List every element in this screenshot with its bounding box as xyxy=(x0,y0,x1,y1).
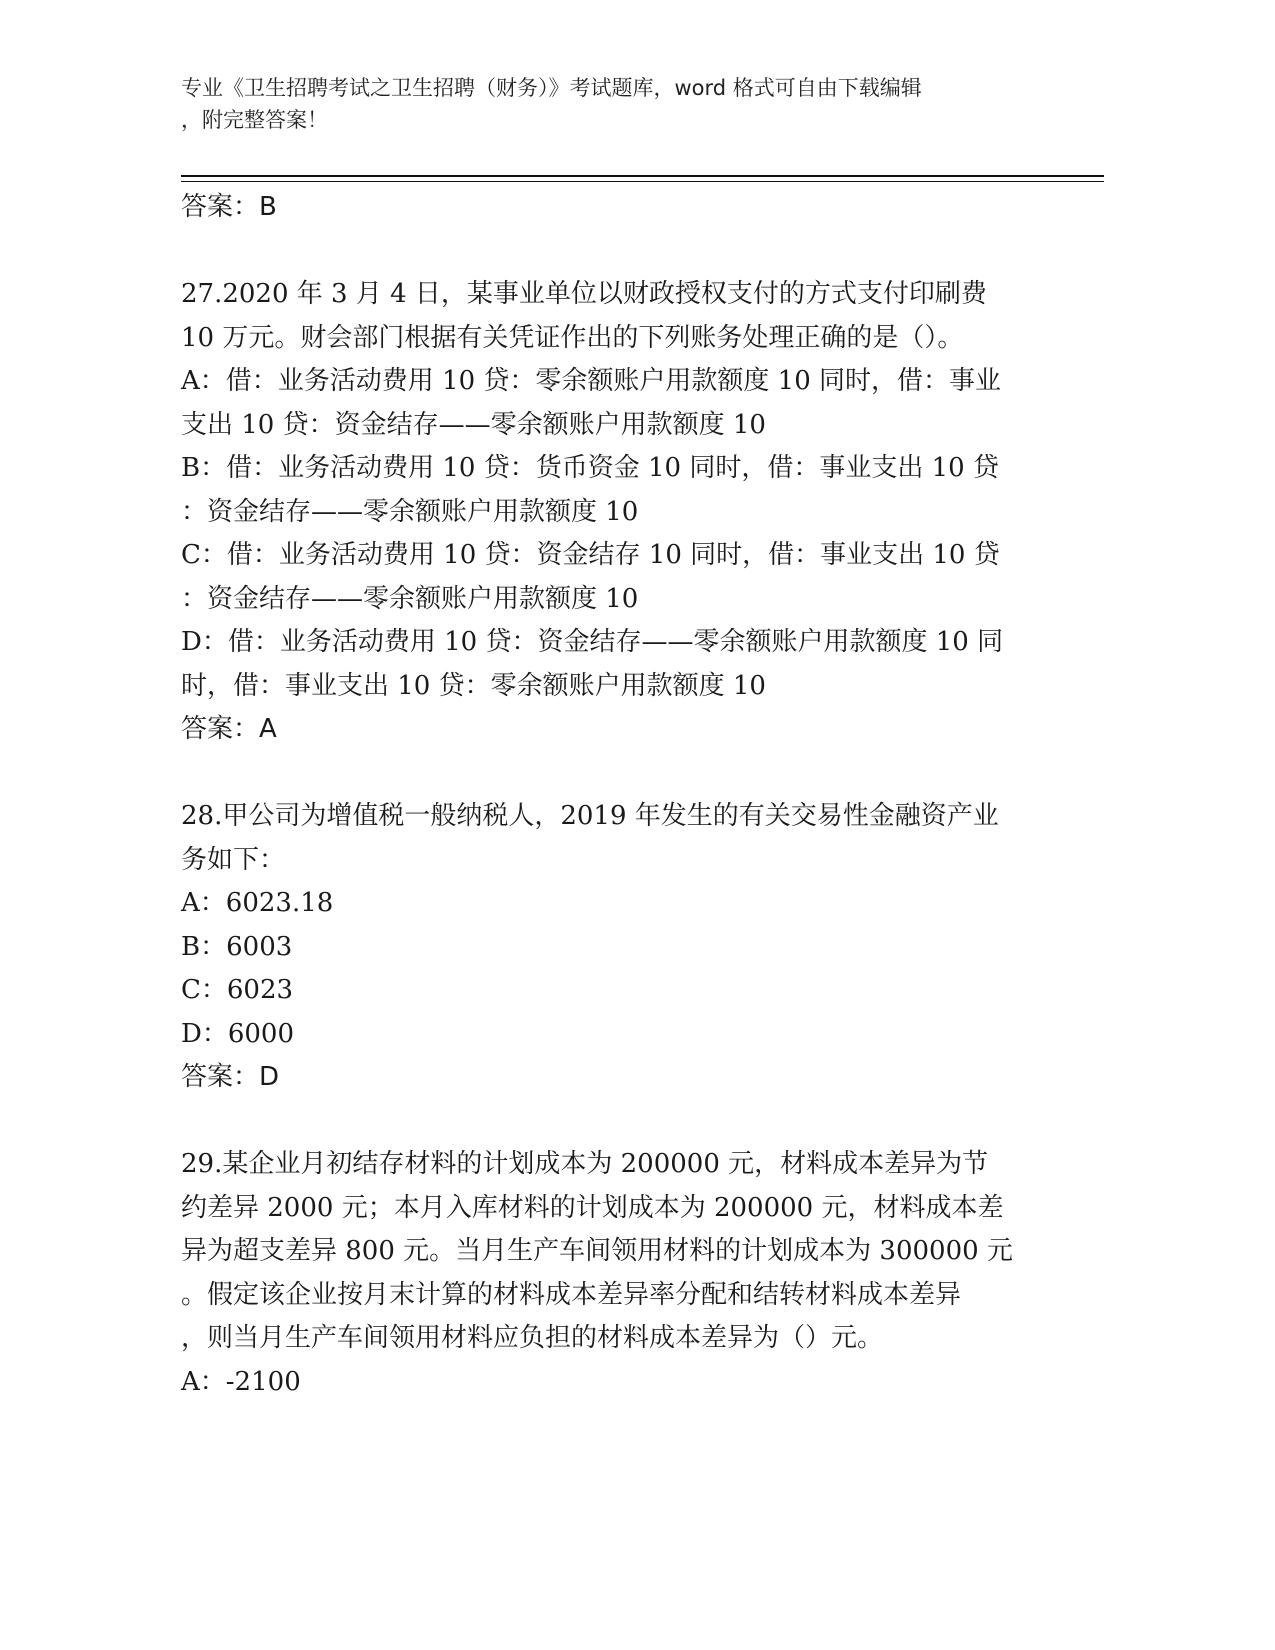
question-27 xyxy=(181,273,1081,752)
spacer xyxy=(181,1100,1081,1144)
header-line-1: 专业《卫生招聘考试之卫生招聘（财务）》考试题库，word 格式可自由下载编辑 xyxy=(181,76,922,100)
header-divider-thick xyxy=(181,175,1104,177)
question-29 xyxy=(181,1143,1081,1404)
question-text: 务如下： xyxy=(181,844,286,875)
question-text: ，则当月生产车间领用材料应负担的材料成本差异为（）元。 xyxy=(181,1323,884,1353)
question-text: 。假定该企业按月末计算的材料成本差异率分配和结转材料成本差异 xyxy=(181,1279,962,1310)
option-a-cont: 支出 10 贷：资金结存——零余额账户用款额度 10 xyxy=(181,409,766,440)
option-b: B：6003 xyxy=(181,931,293,962)
previous-answer: 答案：B xyxy=(181,192,277,222)
option-c: C：6023 xyxy=(181,975,294,1005)
question-text: 28.甲公司为增值税一般纳税人，2019 年发生的有关交易性金融资产业 xyxy=(181,801,999,831)
page-header xyxy=(181,72,1061,136)
spacer xyxy=(181,752,1081,796)
question-text: 约差异 2000 元；本月入库材料的计划成本为 200000 元，材料成本差 xyxy=(181,1192,1004,1223)
spacer xyxy=(181,230,1081,274)
option-b-cont: ：资金结存——零余额账户用款额度 10 xyxy=(181,496,639,527)
option-a: A：6023.18 xyxy=(181,888,334,918)
question-text: 10 万元。财会部门根据有关凭证作出的下列账务处理正确的是（）。 xyxy=(181,322,964,353)
option-a: A：借：业务活动费用 10 贷：零余额账户用款额度 10 同时，借：事业 xyxy=(181,366,1002,396)
option-c-cont: ：资金结存——零余额账户用款额度 10 xyxy=(181,583,639,614)
header-line-2: ，附完整答案！ xyxy=(181,108,328,132)
answer-27: 答案：A xyxy=(181,714,277,744)
option-d-cont: 时，借：事业支出 10 贷：零余额账户用款额度 10 xyxy=(181,670,766,701)
header-divider-thin xyxy=(181,181,1104,182)
question-text: 27.2020 年 3 月 4 日，某事业单位以财政授权支付的方式支付印刷费 xyxy=(181,279,987,309)
question-text: 异为超支差异 800 元。当月生产车间领用材料的计划成本为 300000 元 xyxy=(181,1236,1013,1266)
option-b: B：借：业务活动费用 10 贷：货币资金 10 同时，借：事业支出 10 贷 xyxy=(181,453,999,483)
option-a: A：-2100 xyxy=(181,1366,301,1397)
option-c: C：借：业务活动费用 10 贷：资金结存 10 同时，借：事业支出 10 贷 xyxy=(181,540,1000,570)
question-list xyxy=(181,186,1081,1404)
option-d: D：借：业务活动费用 10 贷：资金结存——零余额账户用款额度 10 同 xyxy=(181,627,1004,657)
question-28 xyxy=(181,795,1081,1100)
option-d: D：6000 xyxy=(181,1018,295,1049)
answer-28: 答案：D xyxy=(181,1062,280,1092)
question-text: 29.某企业月初结存材料的计划成本为 200000 元，材料成本差异为节 xyxy=(181,1149,989,1179)
